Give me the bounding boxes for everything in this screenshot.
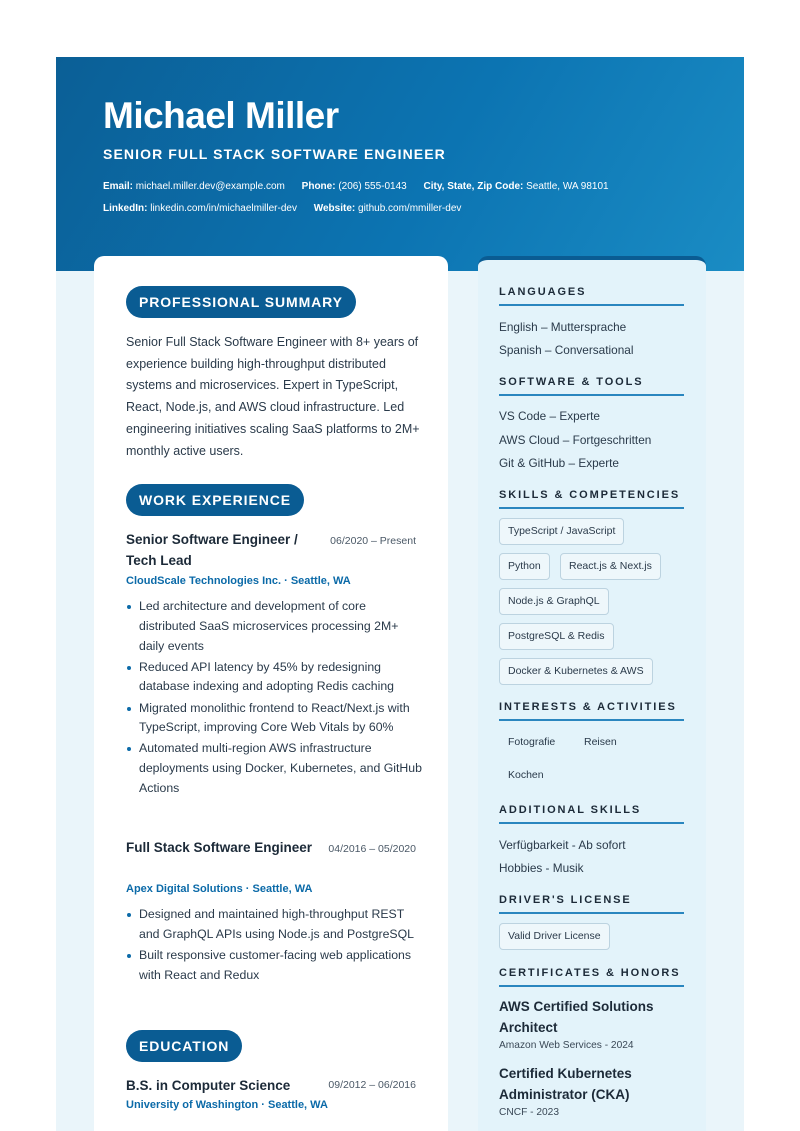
job-1-title: Senior Software Engineer / Tech Lead — [126, 532, 298, 568]
job-2-dates: 04/2016 – 05/2020 — [328, 843, 416, 855]
skill-chip: React.js & Next.js — [560, 553, 661, 580]
contact-line-2 — [103, 203, 475, 214]
job-2-title: Full Stack Software Engineer — [126, 840, 313, 855]
contact-phone[interactable] — [302, 181, 407, 192]
contact-line-1 — [103, 181, 623, 192]
skill-chip: Python — [499, 553, 550, 580]
list-item: Designed and maintained high-throughput REST and GraphQL APIs using Node.js and PostgreSQL — [126, 905, 426, 945]
skill-chip: PostgreSQL & Redis — [499, 623, 614, 650]
certificate-title: AWS Certified Solutions Architect — [499, 999, 654, 1035]
contact-city — [424, 181, 609, 192]
candidate-name: Michael Miller — [103, 95, 339, 136]
interest-chip: Kochen — [508, 769, 544, 781]
additional-item: Hobbies - Musik — [499, 861, 584, 875]
software-item: Git & GitHub – Experte — [499, 456, 619, 470]
website-value: github.com/mmiller-dev — [358, 203, 462, 214]
job-1-company: CloudScale Technologies Inc. · Seattle, WA — [126, 575, 351, 587]
contact-website[interactable] — [314, 203, 462, 214]
skill-chip: Node.js & GraphQL — [499, 588, 609, 615]
email-value: michael.miller.dev@example.com — [135, 181, 285, 192]
sidebar-column — [478, 256, 706, 1131]
interest-chip: Fotografie — [508, 736, 556, 748]
contact-linkedin[interactable] — [103, 203, 297, 214]
phone-value: (206) 555-0143 — [338, 181, 407, 192]
interests-heading: INTERESTS & ACTIVITIES — [499, 701, 684, 721]
job-1-bullets — [126, 597, 426, 800]
education-degree: B.S. in Computer Science — [126, 1078, 291, 1093]
skill-chip: TypeScript / JavaScript — [499, 518, 624, 545]
list-item: Migrated monolithic frontend to React/Next.js with TypeScript, improving Core Web Vitals by 60% — [126, 699, 426, 739]
resume-header — [56, 57, 744, 271]
experience-heading: WORK EXPERIENCE — [126, 484, 304, 516]
education-heading: EDUCATION — [126, 1030, 242, 1062]
city-label: City, State, Zip Code: — [423, 181, 524, 192]
job-2-bullets — [126, 905, 426, 987]
website-label: Website: — [313, 203, 356, 214]
additional-item: Verfügbarkeit - Ab sofort — [499, 838, 626, 852]
candidate-title: SENIOR FULL STACK SOFTWARE ENGINEER — [103, 146, 446, 162]
summary-text: Senior Full Stack Software Engineer with 8+ years of experience building high-throughput distributed systems and microservices. Expert in TypeScript, React, Node.js, and AWS cloud infrastructure. Led engineering initiatives scaling SaaS platforms to 2M+ monthly active users. — [126, 335, 420, 458]
language-item: Spanish – Conversational — [499, 343, 634, 357]
job-1-dates: 06/2020 – Present — [330, 535, 416, 547]
phone-label: Phone: — [301, 181, 336, 192]
resume-page — [56, 57, 744, 1131]
software-item: VS Code – Experte — [499, 409, 600, 423]
contact-email[interactable] — [103, 181, 285, 192]
linkedin-label: LinkedIn: — [103, 203, 148, 214]
certificates-heading: CERTIFICATES & HONORS — [499, 967, 684, 987]
certificate-issuer: CNCF - 2023 — [499, 1107, 560, 1118]
certificate-issuer: Amazon Web Services - 2024 — [499, 1040, 634, 1051]
interest-chip: Reisen — [584, 736, 617, 748]
list-item: Built responsive customer-facing web applications with React and Redux — [126, 946, 426, 986]
list-item: Automated multi-region AWS infrastructure deployments using Docker, Kubernetes, and GitHub Actions — [126, 739, 426, 798]
education-school: University of Washington · Seattle, WA — [126, 1099, 328, 1111]
license-heading: DRIVER'S LICENSE — [499, 894, 684, 914]
city-value: Seattle, WA 98101 — [526, 181, 609, 192]
main-column — [94, 256, 448, 1131]
license-chip: Valid Driver License — [499, 923, 610, 950]
software-heading: SOFTWARE & TOOLS — [499, 376, 684, 396]
job-2-company: Apex Digital Solutions · Seattle, WA — [126, 883, 313, 895]
list-item: Led architecture and development of core distributed SaaS microservices processing 2M+ daily events — [126, 597, 426, 656]
email-label: Email: — [103, 181, 134, 192]
additional-heading: ADDITIONAL SKILLS — [499, 804, 684, 824]
software-item: AWS Cloud – Fortgeschritten — [499, 433, 652, 447]
language-item: English – Muttersprache — [499, 320, 627, 334]
languages-heading: LANGUAGES — [499, 286, 684, 306]
linkedin-value: linkedin.com/in/michaelmiller-dev — [150, 203, 297, 214]
education-dates: 09/2012 – 06/2016 — [328, 1079, 416, 1091]
list-item: Reduced API latency by 45% by redesigning database indexing and adopting Redis caching — [126, 658, 426, 698]
skill-chip: Docker & Kubernetes & AWS — [499, 658, 653, 685]
skills-heading: SKILLS & COMPETENCIES — [499, 489, 684, 509]
certificate-title: Certified Kubernetes Administrator (CKA) — [499, 1066, 632, 1102]
summary-heading: PROFESSIONAL SUMMARY — [126, 286, 356, 318]
